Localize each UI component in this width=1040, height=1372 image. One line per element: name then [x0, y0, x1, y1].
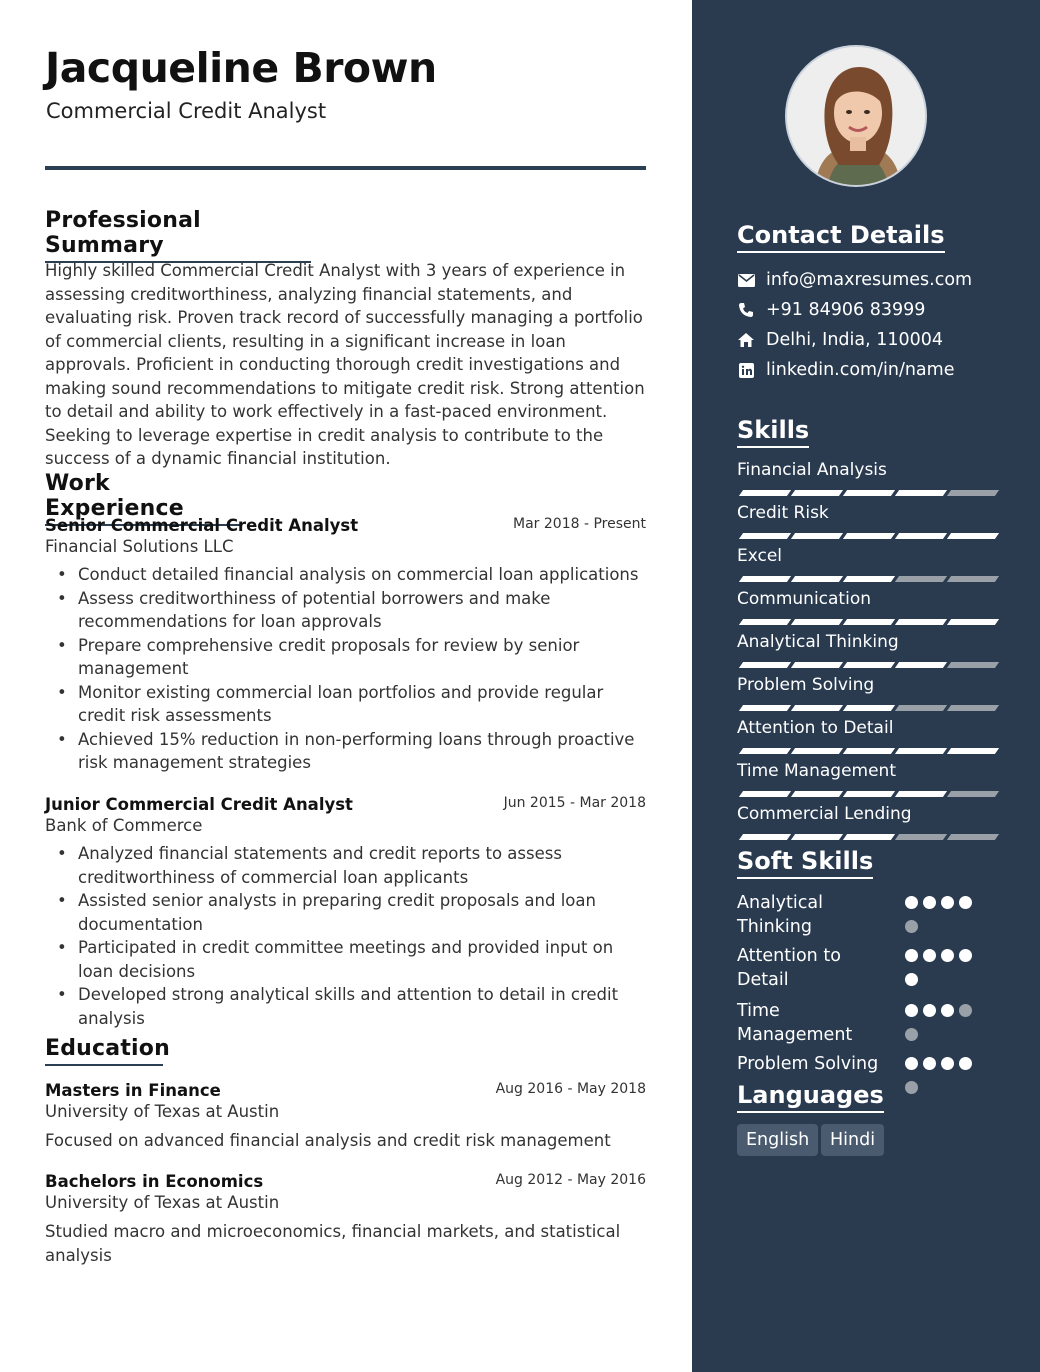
rating-dot-filled: [941, 896, 954, 909]
education-description: Studied macro and microeconomics, financial markets, and statistical analysis: [45, 1222, 621, 1265]
skill-segment-filled: [843, 662, 895, 668]
skill-segment-filled: [843, 619, 895, 625]
skill-item: [737, 675, 993, 695]
skill-name: Time Management: [737, 761, 896, 781]
skill-item: [737, 718, 993, 738]
skill-segment-filled: [791, 748, 843, 754]
skill-segment-filled: [739, 705, 791, 711]
skill-item: [737, 546, 993, 566]
skill-item: [737, 632, 993, 652]
linkedin-icon: [737, 361, 755, 379]
rating-dot-filled: [905, 896, 918, 909]
job-dates: Jun 2015 - Mar 2018: [503, 795, 646, 811]
rating-dot-filled: [959, 949, 972, 962]
skill-segment-filled: [739, 662, 791, 668]
phone-icon: [737, 301, 755, 319]
list-item: • Conduct detailed financial analysis on commercial loan applications: [57, 565, 639, 584]
school-name: University of Texas at Austin: [45, 1102, 280, 1121]
degree-title: Masters in Finance: [45, 1081, 221, 1100]
experience-heading: Work Experience: [45, 471, 241, 526]
skill-segment-filled: [791, 619, 843, 625]
skill-segment-filled: [843, 576, 895, 582]
skill-level-bar: [737, 705, 993, 711]
skill-segment-filled: [791, 576, 843, 582]
skill-name: Analytical Thinking: [737, 632, 899, 652]
skill-name: Excel: [737, 546, 783, 566]
education-dates: Aug 2012 - May 2016: [495, 1172, 646, 1188]
profile-photo-icon: [787, 47, 927, 187]
skill-segment-filled: [739, 490, 791, 496]
job-bullets: [45, 563, 646, 775]
skill-segment-empty: [947, 662, 999, 668]
job-title: Junior Commercial Credit Analyst: [45, 795, 353, 814]
skill-segment-filled: [739, 619, 791, 625]
skill-item: [737, 503, 993, 523]
rating-dot-filled: [905, 973, 918, 986]
skill-name: Commercial Lending: [737, 804, 912, 824]
language-badge: English: [737, 1124, 818, 1156]
contact-heading: Contact Details: [737, 221, 945, 253]
contact-address: Delhi, India, 110004: [737, 330, 943, 350]
rating-dot-empty: [905, 1081, 918, 1094]
skill-level-bar: [737, 619, 993, 625]
contact-phone[interactable]: +91 84906 83999: [737, 300, 925, 320]
language-badge: Hindi: [821, 1124, 884, 1156]
summary-heading: Professional Summary: [45, 208, 311, 263]
rating-dot-empty: [905, 1028, 918, 1041]
degree-title: Bachelors in Economics: [45, 1172, 264, 1191]
job-entry: [45, 795, 646, 1030]
skill-segment-filled: [843, 834, 895, 840]
skill-segment-empty: [947, 576, 999, 582]
skill-segment-empty: [947, 791, 999, 797]
skill-segment-empty: [947, 834, 999, 840]
list-item: • Developed strong analytical skills and attention to detail in credit analysis: [57, 985, 619, 1028]
candidate-name: Jacqueline Brown: [45, 44, 437, 92]
soft-skills-heading: Soft Skills: [737, 847, 873, 879]
rating-dot-empty: [959, 1004, 972, 1017]
skill-segment-filled: [947, 619, 999, 625]
job-title: Senior Commercial Credit Analyst: [45, 516, 359, 535]
skill-name: Credit Risk: [737, 503, 829, 523]
skill-segment-empty: [895, 705, 947, 711]
candidate-role: Commercial Credit Analyst: [46, 99, 327, 123]
skill-segment-empty: [947, 490, 999, 496]
home-icon: [737, 331, 755, 349]
education-dates: Aug 2016 - May 2018: [495, 1081, 646, 1097]
list-item: • Assess creditworthiness of potential borrowers and make recommendations for loan approvals: [57, 588, 551, 631]
header-divider: [45, 166, 646, 170]
school-name: University of Texas at Austin: [45, 1193, 280, 1212]
skill-segment-filled: [791, 490, 843, 496]
skill-item: [737, 761, 993, 781]
job-dates: Mar 2018 - Present: [513, 516, 646, 532]
skill-segment-filled: [739, 576, 791, 582]
skill-segment-filled: [739, 748, 791, 754]
skill-segment-filled: [895, 533, 947, 539]
rating-dot-filled: [923, 896, 936, 909]
avatar: [785, 45, 927, 187]
skill-segment-filled: [739, 834, 791, 840]
education-description: Focused on advanced financial analysis and credit risk management: [45, 1131, 611, 1150]
skill-segment-filled: [739, 791, 791, 797]
sidebar: [692, 0, 1040, 1372]
skill-segment-filled: [895, 791, 947, 797]
skill-segment-filled: [791, 791, 843, 797]
skill-level-bar: [737, 834, 993, 840]
education-heading: Education: [45, 1036, 163, 1066]
education-entry: [45, 1081, 646, 1153]
skill-level-bar: [737, 533, 993, 539]
education-entry: [45, 1172, 646, 1267]
skill-segment-filled: [791, 834, 843, 840]
soft-skill-name: Time Management: [737, 1001, 853, 1045]
soft-skill-name: Problem Solving: [737, 1054, 879, 1074]
skill-segment-empty: [947, 705, 999, 711]
rating-dot-filled: [905, 1057, 918, 1070]
rating-dot-filled: [941, 1057, 954, 1070]
skill-segment-empty: [895, 576, 947, 582]
skills-heading: Skills: [737, 416, 809, 448]
skill-segment-filled: [843, 791, 895, 797]
skill-segment-filled: [895, 619, 947, 625]
skill-segment-filled: [895, 748, 947, 754]
rating-dot-filled: [923, 1004, 936, 1017]
rating-dot-filled: [905, 1004, 918, 1017]
skill-segment-filled: [739, 533, 791, 539]
contact-email[interactable]: info@maxresumes.com: [737, 270, 972, 290]
list-item: • Participated in credit committee meetings and provided input on loan decisions: [57, 938, 614, 981]
skill-level-bar: [737, 576, 993, 582]
list-item: • Monitor existing commercial loan portfolios and provide regular credit risk assessments: [57, 682, 604, 725]
job-company: Bank of Commerce: [45, 816, 203, 835]
skill-level-bar: [737, 791, 993, 797]
skill-segment-filled: [947, 533, 999, 539]
rating-dot-filled: [959, 1057, 972, 1070]
skill-item: [737, 804, 993, 824]
list-item: • Prepare comprehensive credit proposals for review by senior management: [57, 635, 580, 678]
skill-segment-filled: [895, 490, 947, 496]
skill-name: Financial Analysis: [737, 460, 887, 480]
skill-item: [737, 460, 993, 480]
skill-level-bar: [737, 748, 993, 754]
list-item: • Assisted senior analysts in preparing credit proposals and loan documentation: [57, 891, 596, 934]
skill-segment-filled: [843, 533, 895, 539]
languages-heading: Languages: [737, 1081, 884, 1113]
rating-dot-filled: [905, 949, 918, 962]
skill-segment-filled: [791, 533, 843, 539]
skill-segment-filled: [843, 748, 895, 754]
summary-text: Highly skilled Commercial Credit Analyst with 3 years of experience in assessing creditworthiness, analyzing financial statements, and evaluating risk. Proven track record of successfully managing a portfolio of commercial clients, resulting in a significant increase in loan approvals. Proficient in conducting thorough credit investigations and making sound recommendations to mitigate credit risk. Strong attention to detail and ability to work effectively in a fast-paced environment. Seeking to leverage expertise in credit analysis to contribute to the success of a dynamic financial institution.: [45, 261, 645, 468]
job-company: Financial Solutions LLC: [45, 537, 234, 556]
rating-dot-filled: [923, 1057, 936, 1070]
list-item: • Achieved 15% reduction in non-performing loans through proactive risk management strategies: [57, 729, 635, 772]
soft-skill-name: Analytical Thinking: [737, 893, 823, 937]
skill-name: Problem Solving: [737, 675, 875, 695]
rating-dot-filled: [923, 949, 936, 962]
contact-linkedin[interactable]: linkedin.com/in/name: [737, 360, 954, 380]
skill-segment-filled: [791, 662, 843, 668]
list-item: • Analyzed financial statements and credit reports to assess creditworthiness of commercial loan applicants: [57, 844, 562, 887]
skill-segment-filled: [843, 705, 895, 711]
skill-item: [737, 589, 993, 609]
job-bullets: [45, 842, 646, 1030]
skill-name: Communication: [737, 589, 871, 609]
skill-segment-filled: [895, 662, 947, 668]
job-entry: [45, 516, 646, 775]
skill-segment-empty: [895, 834, 947, 840]
skill-level-bar: [737, 662, 993, 668]
soft-skill-name: Attention to Detail: [737, 946, 841, 990]
rating-dot-empty: [905, 920, 918, 933]
rating-dot-filled: [959, 896, 972, 909]
envelope-icon: [737, 271, 755, 289]
skill-segment-filled: [947, 748, 999, 754]
skill-segment-filled: [843, 490, 895, 496]
rating-dot-filled: [941, 949, 954, 962]
skill-name: Attention to Detail: [737, 718, 894, 738]
skill-segment-filled: [791, 705, 843, 711]
skill-level-bar: [737, 490, 993, 496]
rating-dot-filled: [941, 1004, 954, 1017]
